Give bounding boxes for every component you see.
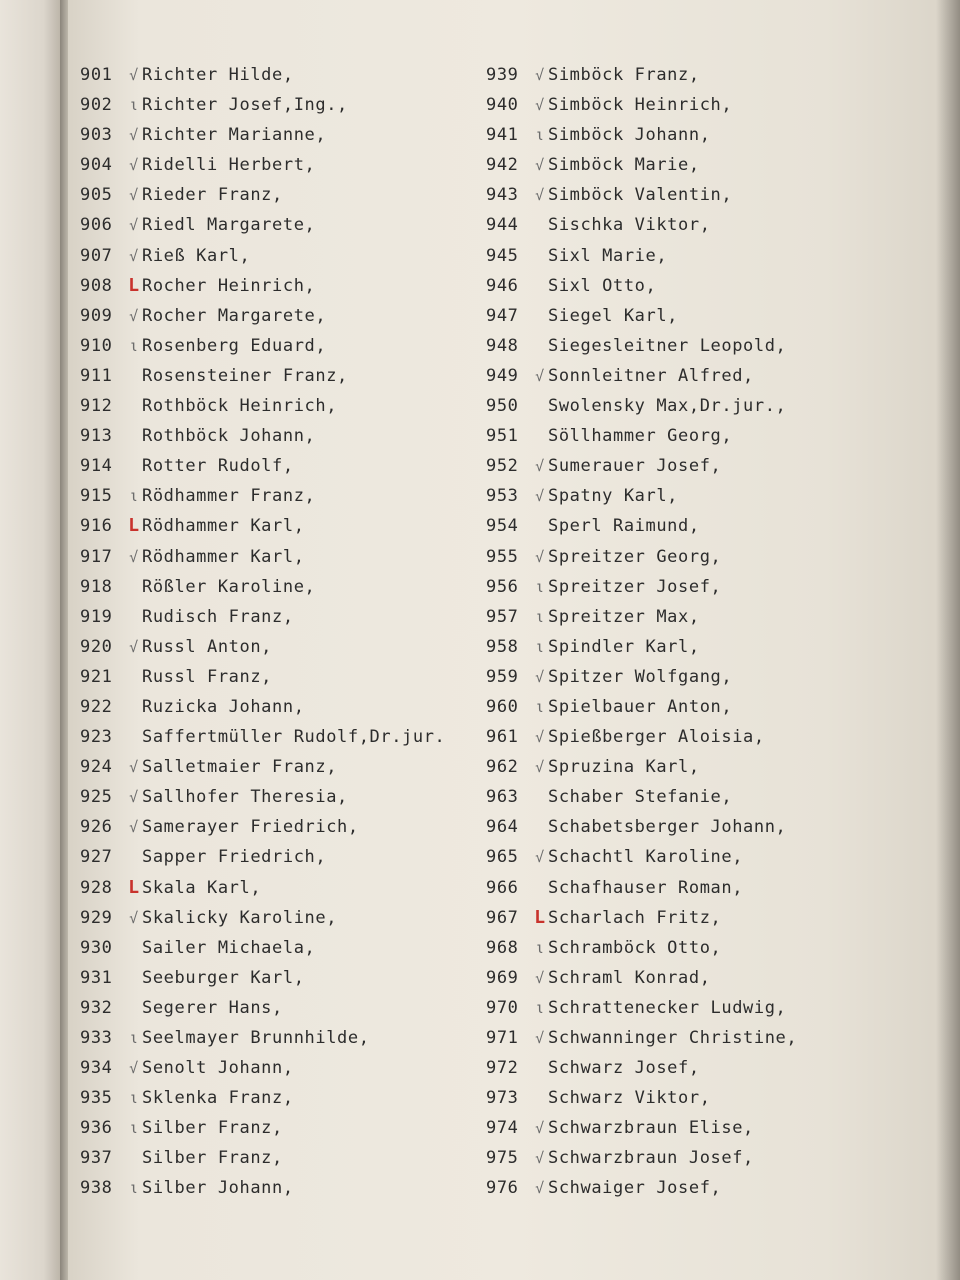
entry-number: 972 <box>486 1058 519 1079</box>
entry-name: Schabetsberger Johann, <box>548 817 787 838</box>
list-entry <box>486 842 797 872</box>
list-entry <box>486 451 797 481</box>
list-entry <box>80 451 445 481</box>
entry-name: Rödhammer Karl, <box>142 546 305 567</box>
check-mark: ι <box>535 697 545 716</box>
entry-name: Salletmaier Franz, <box>142 757 338 778</box>
list-entry <box>80 572 445 602</box>
entry-number: 968 <box>486 937 519 958</box>
entry-name: Rieder Franz, <box>142 185 283 206</box>
list-entry <box>80 1083 445 1113</box>
entry-number: 926 <box>80 817 113 838</box>
entry-name: Schwarzbraun Josef, <box>548 1148 754 1169</box>
entry-number: 950 <box>486 396 519 417</box>
check-mark: √ <box>535 1179 545 1198</box>
entry-number: 936 <box>80 1118 113 1139</box>
entry-name: Rothböck Johann, <box>142 426 316 447</box>
list-entry <box>486 481 797 511</box>
entry-name: Ruzicka Johann, <box>142 696 305 717</box>
entry-number: 954 <box>486 516 519 537</box>
entry-name: Rieß Karl, <box>142 245 251 266</box>
entry-name: Spruzina Karl, <box>548 757 700 778</box>
right-column <box>486 60 797 1204</box>
entry-name: Schraml Konrad, <box>548 967 711 988</box>
entry-number: 910 <box>80 335 113 356</box>
entry-number: 964 <box>486 817 519 838</box>
check-mark: √ <box>129 908 139 927</box>
check-mark: √ <box>129 758 139 777</box>
list-entry <box>486 752 797 782</box>
list-entry <box>80 150 445 180</box>
check-mark: √ <box>129 1059 139 1078</box>
entry-name: Segerer Hans, <box>142 997 283 1018</box>
entry-number: 933 <box>80 1028 113 1048</box>
entry-name: Spießberger Aloisia, <box>548 727 765 748</box>
list-entry <box>80 1143 445 1173</box>
list-entry <box>80 632 445 662</box>
entry-number: 958 <box>486 636 519 657</box>
check-mark: √ <box>129 637 139 656</box>
list-entry <box>486 421 797 451</box>
entry-number: 927 <box>80 847 113 868</box>
list-entry <box>486 602 797 632</box>
list-entry <box>80 602 445 632</box>
entry-name: Spielbauer Anton, <box>548 696 733 717</box>
check-mark: ι <box>535 607 545 626</box>
entry-number: 966 <box>486 877 519 898</box>
entry-number: 960 <box>486 696 519 717</box>
entry-number: 901 <box>80 65 113 85</box>
list-entry <box>486 331 797 361</box>
list-entry <box>486 120 797 150</box>
entry-name: Sapper Friedrich, <box>142 847 327 868</box>
check-mark: ι <box>129 1179 139 1198</box>
entry-name: Spreitzer Josef, <box>548 576 722 597</box>
list-entry <box>486 301 797 331</box>
entry-name: Schrattenecker Ludwig, <box>548 997 787 1018</box>
list-entry <box>80 271 445 301</box>
entry-number: 941 <box>486 125 519 146</box>
entry-number: 917 <box>80 546 113 567</box>
entry-name: Russl Anton, <box>142 636 273 657</box>
entry-name: Siegesleitner Leopold, <box>548 335 787 356</box>
entry-name: Samerayer Friedrich, <box>142 817 359 838</box>
check-mark: √ <box>535 366 545 385</box>
list-entry <box>486 60 797 90</box>
check-mark: √ <box>535 1119 545 1138</box>
page-edge-shadow <box>936 0 960 1280</box>
list-entry <box>486 1053 797 1083</box>
entry-number: 959 <box>486 666 519 687</box>
list-entry <box>486 1023 797 1053</box>
entry-number: 922 <box>80 696 113 717</box>
list-entry <box>486 662 797 692</box>
entry-number: 938 <box>80 1178 113 1199</box>
list-entry <box>80 933 445 963</box>
list-entry <box>486 1173 797 1203</box>
entry-name: Schwaiger Josef, <box>548 1178 722 1199</box>
entry-name: Simböck Valentin, <box>548 185 733 206</box>
list-entry <box>80 241 445 271</box>
list-entry <box>486 812 797 842</box>
entry-name: Skala Karl, <box>142 877 262 898</box>
entry-name: Simböck Johann, <box>548 125 711 146</box>
red-check-mark: L <box>128 876 140 898</box>
entry-name: Russl Franz, <box>142 666 273 687</box>
check-mark: ι <box>535 938 545 957</box>
list-entry <box>80 90 445 120</box>
entry-number: 969 <box>486 967 519 988</box>
entry-number: 915 <box>80 486 113 507</box>
check-mark: √ <box>129 186 139 205</box>
check-mark: √ <box>129 216 139 235</box>
entry-name: Spatny Karl, <box>548 486 679 507</box>
list-entry <box>80 842 445 872</box>
entry-name: Sperl Raimund, <box>548 516 700 537</box>
list-entry <box>80 812 445 842</box>
check-mark: √ <box>129 246 139 265</box>
entry-name: Spitzer Wolfgang, <box>548 666 733 687</box>
check-mark: ι <box>535 998 545 1017</box>
list-entry <box>486 210 797 240</box>
list-entry <box>80 903 445 933</box>
list-entry <box>486 1113 797 1143</box>
check-mark: √ <box>535 156 545 175</box>
entry-number: 974 <box>486 1118 519 1139</box>
list-entry <box>486 391 797 421</box>
entry-number: 931 <box>80 967 113 988</box>
entry-number: 949 <box>486 365 519 386</box>
entry-number: 957 <box>486 606 519 627</box>
entry-number: 953 <box>486 486 519 507</box>
entry-number: 904 <box>80 155 113 176</box>
entry-name: Ridelli Herbert, <box>142 155 316 176</box>
check-mark: √ <box>129 126 139 145</box>
entry-name: Simböck Marie, <box>548 155 700 176</box>
list-entry <box>486 511 797 541</box>
left-column <box>80 60 445 1204</box>
entry-number: 976 <box>486 1178 519 1199</box>
entry-name: Rößler Karoline, <box>142 576 316 597</box>
check-mark: √ <box>129 306 139 325</box>
list-entry <box>80 542 445 572</box>
check-mark: √ <box>535 186 545 205</box>
check-mark: ι <box>129 1119 139 1138</box>
check-mark: ι <box>129 487 139 506</box>
entry-number: 945 <box>486 245 519 266</box>
list-entry <box>486 632 797 662</box>
list-entry <box>80 1053 445 1083</box>
entry-name: Spreitzer Georg, <box>548 546 722 567</box>
entry-number: 918 <box>80 576 113 597</box>
entry-name: Riedl Margarete, <box>142 215 316 236</box>
check-mark: ι <box>129 336 139 355</box>
list-entry <box>486 241 797 271</box>
check-mark: ι <box>535 577 545 596</box>
entry-number: 940 <box>486 95 519 116</box>
list-entry <box>80 722 445 752</box>
entry-number: 951 <box>486 426 519 447</box>
entry-number: 921 <box>80 666 113 687</box>
entry-number: 911 <box>80 365 113 386</box>
entry-name: Rocher Heinrich, <box>142 275 316 296</box>
list-entry <box>80 180 445 210</box>
list-entry <box>80 391 445 421</box>
entry-name: Silber Franz, <box>142 1148 283 1169</box>
entry-name: Sailer Michaela, <box>142 937 316 958</box>
check-mark: √ <box>535 1029 545 1047</box>
entry-name: Schramböck Otto, <box>548 937 722 958</box>
check-mark: √ <box>535 547 545 566</box>
entry-name: Schaber Stefanie, <box>548 787 733 808</box>
entry-number: 962 <box>486 757 519 778</box>
entry-number: 932 <box>80 997 113 1018</box>
entry-number: 943 <box>486 185 519 206</box>
entry-number: 902 <box>80 95 113 116</box>
entry-name: Schwarz Josef, <box>548 1058 700 1079</box>
entry-name: Sallhofer Theresia, <box>142 787 348 808</box>
entry-name: Siegel Karl, <box>548 305 679 326</box>
entry-name: Sklenka Franz, <box>142 1088 294 1109</box>
list-entry <box>486 903 797 933</box>
document-page <box>68 0 960 1280</box>
list-entry <box>486 722 797 752</box>
entry-name: Silber Johann, <box>142 1178 294 1199</box>
list-entry <box>486 933 797 963</box>
entry-name: Rosensteiner Franz, <box>142 365 348 386</box>
entry-number: 963 <box>486 787 519 808</box>
entry-name: Rocher Margarete, <box>142 305 327 326</box>
list-entry <box>80 993 445 1023</box>
entry-number: 946 <box>486 275 519 296</box>
entry-name: Senolt Johann, <box>142 1058 294 1079</box>
red-check-mark: L <box>128 274 140 296</box>
entry-number: 913 <box>80 426 113 447</box>
entry-name: Sixl Otto, <box>548 275 657 296</box>
entry-number: 929 <box>80 907 113 928</box>
entry-name: Rudisch Franz, <box>142 606 294 627</box>
entry-name: Silber Franz, <box>142 1118 283 1139</box>
check-mark: √ <box>535 667 545 686</box>
entry-number: 970 <box>486 997 519 1018</box>
list-entry <box>80 60 445 90</box>
list-entry <box>486 963 797 993</box>
check-mark: √ <box>535 1149 545 1168</box>
entry-name: Schafhauser Roman, <box>548 877 744 898</box>
entry-number: 923 <box>80 727 113 748</box>
check-mark: ι <box>129 96 139 115</box>
entry-name: Richter Marianne, <box>142 125 327 146</box>
list-entry <box>486 542 797 572</box>
entry-name: Söllhammer Georg, <box>548 426 733 447</box>
entry-number: 939 <box>486 65 519 85</box>
list-entry <box>80 301 445 331</box>
list-entry <box>80 1023 445 1053</box>
list-entry <box>80 1173 445 1203</box>
entry-name: Spreitzer Max, <box>548 606 700 627</box>
list-entry <box>486 150 797 180</box>
check-mark: ι <box>129 1029 139 1047</box>
list-entry <box>80 752 445 782</box>
entry-name: Saffertmüller Rudolf,Dr.jur. <box>142 727 446 748</box>
entry-number: 975 <box>486 1148 519 1169</box>
entry-number: 935 <box>80 1088 113 1109</box>
list-entry <box>80 120 445 150</box>
list-entry <box>486 90 797 120</box>
list-entry <box>80 331 445 361</box>
entry-name: Schachtl Karoline, <box>548 847 744 868</box>
check-mark: √ <box>129 66 139 84</box>
list-entry <box>486 572 797 602</box>
list-entry <box>486 993 797 1023</box>
entry-number: 971 <box>486 1028 519 1048</box>
entry-name: Rothböck Heinrich, <box>142 396 338 417</box>
list-entry <box>486 180 797 210</box>
entry-number: 973 <box>486 1088 519 1109</box>
check-mark: √ <box>535 487 545 506</box>
entry-number: 955 <box>486 546 519 567</box>
entry-number: 965 <box>486 847 519 868</box>
entry-number: 930 <box>80 937 113 958</box>
entry-name: Schwarzbraun Elise, <box>548 1118 754 1139</box>
list-entry <box>80 873 445 903</box>
entry-name: Schwanninger Christine, <box>548 1028 798 1048</box>
list-entry <box>80 361 445 391</box>
check-mark: ι <box>535 126 545 145</box>
entry-number: 914 <box>80 456 113 477</box>
entry-name: Swolensky Max,Dr.jur., <box>548 396 787 417</box>
entry-number: 961 <box>486 727 519 748</box>
check-mark: √ <box>535 66 545 84</box>
check-mark: √ <box>129 788 139 807</box>
list-entry <box>80 421 445 451</box>
entry-number: 952 <box>486 456 519 477</box>
entry-name: Seeburger Karl, <box>142 967 305 988</box>
check-mark: √ <box>535 758 545 777</box>
check-mark: √ <box>535 457 545 476</box>
list-entry <box>486 271 797 301</box>
entry-number: 905 <box>80 185 113 206</box>
list-entry <box>80 782 445 812</box>
entry-number: 906 <box>80 215 113 236</box>
list-entry <box>486 873 797 903</box>
entry-number: 937 <box>80 1148 113 1169</box>
entry-number: 920 <box>80 636 113 657</box>
list-entry <box>80 481 445 511</box>
check-mark: √ <box>535 848 545 867</box>
entry-name: Rotter Rudolf, <box>142 456 294 477</box>
entry-name: Seelmayer Brunnhilde, <box>142 1028 370 1048</box>
entry-name: Simböck Heinrich, <box>548 95 733 116</box>
entry-number: 909 <box>80 305 113 326</box>
list-entry <box>486 692 797 722</box>
entry-number: 925 <box>80 787 113 808</box>
facing-page <box>0 0 62 1280</box>
check-mark: √ <box>129 818 139 837</box>
entry-name: Schwarz Viktor, <box>548 1088 711 1109</box>
entry-name: Rödhammer Karl, <box>142 516 305 537</box>
check-mark: √ <box>535 96 545 115</box>
check-mark: ι <box>535 637 545 656</box>
entry-name: Spindler Karl, <box>548 636 700 657</box>
list-entry <box>80 662 445 692</box>
entry-name: Skalicky Karoline, <box>142 907 338 928</box>
entry-name: Sixl Marie, <box>548 245 668 266</box>
list-entry <box>80 1113 445 1143</box>
red-check-mark: L <box>128 515 140 537</box>
entry-number: 912 <box>80 396 113 417</box>
entry-name: Rödhammer Franz, <box>142 486 316 507</box>
entry-number: 928 <box>80 877 113 898</box>
list-entry <box>486 1143 797 1173</box>
entry-name: Sischka Viktor, <box>548 215 711 236</box>
entry-name: Simböck Franz, <box>548 65 700 85</box>
entry-number: 934 <box>80 1058 113 1079</box>
check-mark: √ <box>129 547 139 566</box>
list-entry <box>486 1083 797 1113</box>
list-entry <box>80 963 445 993</box>
entry-name: Richter Josef,Ing., <box>142 95 348 116</box>
list-entry <box>486 361 797 391</box>
check-mark: √ <box>129 156 139 175</box>
entry-number: 916 <box>80 516 113 537</box>
entry-name: Sumerauer Josef, <box>548 456 722 477</box>
entry-number: 907 <box>80 245 113 266</box>
entry-number: 919 <box>80 606 113 627</box>
entry-number: 924 <box>80 757 113 778</box>
entry-number: 948 <box>486 335 519 356</box>
list-entry <box>486 782 797 812</box>
entry-number: 967 <box>486 907 519 928</box>
entry-number: 908 <box>80 275 113 296</box>
entry-number: 942 <box>486 155 519 176</box>
entry-name: Scharlach Fritz, <box>548 907 722 928</box>
entry-number: 956 <box>486 576 519 597</box>
red-check-mark: L <box>534 906 546 928</box>
entry-number: 944 <box>486 215 519 236</box>
list-entry <box>80 511 445 541</box>
entry-name: Rosenberg Eduard, <box>142 335 327 356</box>
check-mark: √ <box>535 728 545 747</box>
entry-name: Richter Hilde, <box>142 65 294 85</box>
check-mark: ι <box>129 1089 139 1108</box>
check-mark: √ <box>535 968 545 987</box>
entry-number: 947 <box>486 305 519 326</box>
entry-number: 903 <box>80 125 113 146</box>
list-entry <box>80 692 445 722</box>
entry-name: Sonnleitner Alfred, <box>548 365 754 386</box>
list-entry <box>80 210 445 240</box>
